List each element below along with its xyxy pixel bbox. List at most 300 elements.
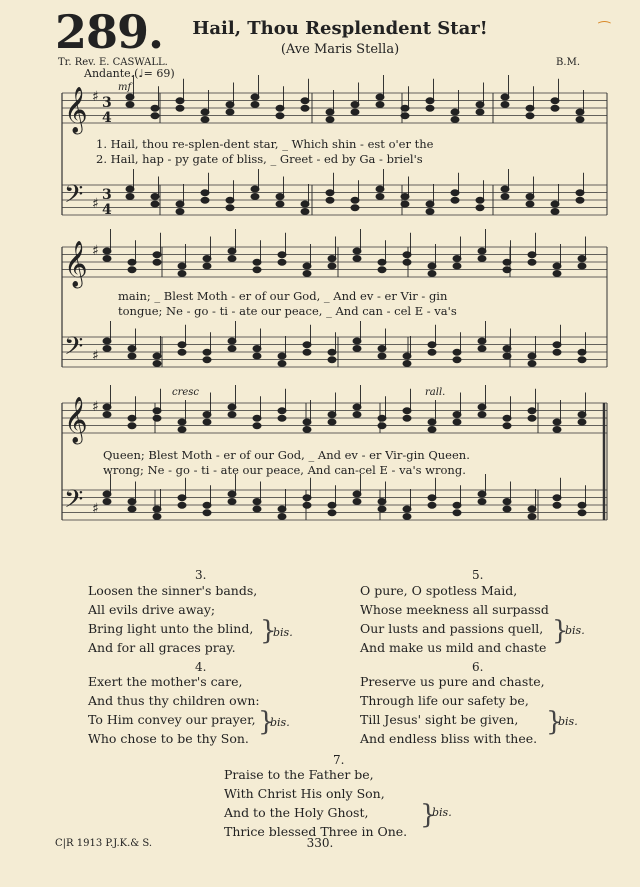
note-head xyxy=(428,349,436,355)
verse-line: All evils drive away; xyxy=(88,602,216,617)
note-head xyxy=(353,256,361,262)
note-head xyxy=(228,499,236,505)
note-head xyxy=(326,190,334,196)
note-head xyxy=(178,263,186,269)
verse-4 xyxy=(88,672,260,748)
note-head xyxy=(328,412,336,418)
note-head xyxy=(103,404,111,410)
note-head xyxy=(326,109,334,115)
note-head xyxy=(278,514,286,520)
note-head xyxy=(328,349,336,355)
note-head xyxy=(151,113,159,119)
verse-6 xyxy=(360,672,545,748)
note-head xyxy=(328,357,336,363)
note-head xyxy=(503,423,511,429)
note-head xyxy=(528,408,536,414)
note-head xyxy=(478,256,486,262)
note-head xyxy=(228,248,236,254)
note-head xyxy=(253,353,261,359)
note-head xyxy=(203,357,211,363)
note-head xyxy=(253,423,261,429)
note-head xyxy=(128,353,136,359)
note-head xyxy=(176,201,184,207)
note-head xyxy=(376,194,384,200)
note-head xyxy=(378,499,386,505)
note-head xyxy=(528,353,536,359)
verse-line: Whose meekness all surpassd xyxy=(360,602,549,617)
note-head xyxy=(426,98,434,104)
note-head xyxy=(128,346,136,352)
note-head xyxy=(551,209,559,215)
note-head xyxy=(203,419,211,425)
note-head xyxy=(201,190,209,196)
note-head xyxy=(578,502,586,508)
bass-clef-icon: 𝄢 xyxy=(64,485,84,520)
note-head xyxy=(528,361,536,367)
note-head xyxy=(128,267,136,273)
note-head xyxy=(428,427,436,433)
note-head xyxy=(528,506,536,512)
note-head xyxy=(226,205,234,211)
key-signature-sharp-icon: ♯ xyxy=(92,243,99,259)
verse-line: Through life our safety be, xyxy=(360,693,529,708)
note-head xyxy=(278,408,286,414)
note-head xyxy=(453,510,461,516)
note-head xyxy=(228,346,236,352)
note-head xyxy=(451,109,459,115)
note-head xyxy=(128,423,136,429)
note-head xyxy=(228,412,236,418)
note-head xyxy=(328,256,336,262)
note-head xyxy=(301,98,309,104)
note-head xyxy=(153,361,161,367)
note-head xyxy=(351,102,359,108)
brace-icon: } xyxy=(258,707,275,737)
note-head xyxy=(451,190,459,196)
note-head xyxy=(528,514,536,520)
note-head xyxy=(428,342,436,348)
note-head xyxy=(301,105,309,111)
note-head xyxy=(303,419,311,425)
note-head xyxy=(253,415,261,421)
note-head xyxy=(578,412,586,418)
note-head xyxy=(303,427,311,433)
note-head xyxy=(226,109,234,115)
brace-icon: } xyxy=(546,707,563,737)
note-head xyxy=(553,427,561,433)
note-head xyxy=(128,259,136,265)
verse-line: And make us mild and chaste xyxy=(360,640,547,655)
verse-3 xyxy=(88,581,257,657)
note-head xyxy=(128,506,136,512)
note-head xyxy=(528,415,536,421)
note-head xyxy=(501,94,509,100)
verse-line: Preserve us pure and chaste, xyxy=(360,674,545,689)
treble-clef-icon: 𝄞 xyxy=(64,87,88,133)
note-head xyxy=(378,259,386,265)
note-head xyxy=(326,197,334,203)
note-head xyxy=(328,510,336,516)
verse-line: O pure, O spotless Maid, xyxy=(360,583,518,598)
note-head xyxy=(503,267,511,273)
note-head xyxy=(576,117,584,123)
note-head xyxy=(428,502,436,508)
key-signature-sharp-icon: ♯ xyxy=(92,501,99,517)
note-head xyxy=(253,259,261,265)
note-head xyxy=(501,194,509,200)
note-head xyxy=(303,342,311,348)
verse-line: To Him convey our prayer, xyxy=(88,712,256,727)
note-head xyxy=(478,499,486,505)
note-head xyxy=(476,102,484,108)
time-signature-bottom: 4 xyxy=(102,202,112,218)
note-head xyxy=(178,427,186,433)
note-head xyxy=(353,338,361,344)
note-head xyxy=(226,197,234,203)
note-head xyxy=(453,419,461,425)
note-head xyxy=(176,98,184,104)
note-head xyxy=(126,194,134,200)
note-head xyxy=(353,412,361,418)
brace-icon: } xyxy=(552,616,569,646)
note-head xyxy=(453,263,461,269)
note-head xyxy=(351,109,359,115)
translator-credit: Tr. Rev. E. CASWALL. xyxy=(58,57,168,68)
note-head xyxy=(128,415,136,421)
note-head xyxy=(478,412,486,418)
lyric-system2-verse1: main; _ Blest Moth - er of our God, _ And ev - er Vir - gin xyxy=(118,289,448,303)
corner-mark-icon: ⁀ xyxy=(598,22,610,38)
note-head xyxy=(553,271,561,277)
note-head xyxy=(428,419,436,425)
note-head xyxy=(553,502,561,508)
note-head xyxy=(203,502,211,508)
note-head xyxy=(401,113,409,119)
dynamic-rall: rall. xyxy=(425,387,446,398)
note-head xyxy=(103,346,111,352)
note-head xyxy=(426,201,434,207)
note-head xyxy=(426,209,434,215)
note-head xyxy=(176,209,184,215)
note-head xyxy=(553,349,561,355)
note-head xyxy=(178,495,186,501)
treble-clef-icon: 𝄞 xyxy=(64,397,88,443)
note-head xyxy=(378,506,386,512)
tempo-value: = 69) xyxy=(143,67,175,80)
note-head xyxy=(478,346,486,352)
note-head xyxy=(401,194,409,200)
copyright-line: C|R 1913 P.J.K.& S. xyxy=(55,838,153,849)
note-head xyxy=(578,263,586,269)
note-head xyxy=(153,514,161,520)
note-head xyxy=(201,109,209,115)
note-head xyxy=(303,349,311,355)
note-head xyxy=(251,102,259,108)
note-head xyxy=(278,353,286,359)
note-head xyxy=(503,506,511,512)
verse-3-number: 3. xyxy=(195,568,207,582)
note-head xyxy=(551,201,559,207)
note-head xyxy=(351,197,359,203)
note-head xyxy=(203,510,211,516)
note-head xyxy=(328,502,336,508)
note-head xyxy=(126,102,134,108)
note-head xyxy=(376,102,384,108)
verse-line: Loosen the sinner's bands, xyxy=(88,583,258,598)
note-head xyxy=(203,263,211,269)
note-head xyxy=(253,267,261,273)
dynamic-mf: mf xyxy=(118,82,132,93)
note-head xyxy=(103,256,111,262)
lyric-system2-verse2: tongue; Ne - go - ti - ate our peace, _ And can - cel E - va's xyxy=(118,304,457,318)
note-head xyxy=(553,263,561,269)
note-head xyxy=(103,248,111,254)
note-head xyxy=(226,102,234,108)
note-head xyxy=(578,349,586,355)
note-head xyxy=(303,495,311,501)
dynamic-cresc: cresc xyxy=(172,387,200,398)
note-head xyxy=(378,346,386,352)
note-head xyxy=(201,117,209,123)
note-head xyxy=(453,357,461,363)
note-head xyxy=(378,415,386,421)
note-head xyxy=(153,506,161,512)
note-head xyxy=(551,98,559,104)
note-head xyxy=(378,353,386,359)
note-head xyxy=(528,259,536,265)
note-head xyxy=(376,186,384,192)
note-head xyxy=(478,248,486,254)
note-head xyxy=(451,117,459,123)
note-head xyxy=(278,415,286,421)
note-head xyxy=(476,205,484,211)
note-head xyxy=(353,248,361,254)
note-head xyxy=(478,338,486,344)
hymn-number: 289. xyxy=(55,5,164,59)
note-head xyxy=(228,256,236,262)
note-head xyxy=(276,105,284,111)
note-head xyxy=(403,252,411,258)
note-head xyxy=(276,194,284,200)
note-head xyxy=(578,357,586,363)
key-signature-sharp-icon: ♯ xyxy=(92,399,99,415)
note-head xyxy=(526,201,534,207)
note-head xyxy=(353,346,361,352)
note-head xyxy=(476,109,484,115)
page-number: 330. xyxy=(306,836,334,850)
note-head xyxy=(351,205,359,211)
time-signature-top: 3 xyxy=(102,95,112,111)
note-head xyxy=(376,94,384,100)
time-signature-top: 3 xyxy=(102,187,112,203)
note-head xyxy=(403,353,411,359)
note-head xyxy=(478,404,486,410)
note-head xyxy=(276,113,284,119)
note-head xyxy=(278,361,286,367)
verse-line: And endless bliss with thee. xyxy=(360,731,538,746)
hymn-subtitle: (Ave Maris Stella) xyxy=(280,42,400,57)
lyric-system1-verse2: 2. Hail, hap - py gate of bliss, _ Greet - ed by Ga - briel's xyxy=(96,152,423,166)
note-head xyxy=(426,105,434,111)
note-head xyxy=(503,259,511,265)
note-head xyxy=(153,259,161,265)
note-head xyxy=(328,419,336,425)
note-head xyxy=(103,412,111,418)
note-head xyxy=(103,338,111,344)
note-head xyxy=(578,510,586,516)
note-head xyxy=(403,259,411,265)
note-head xyxy=(103,491,111,497)
bis-label: bis. xyxy=(432,806,452,819)
verse-line: And thus thy children own: xyxy=(88,693,260,708)
note-head xyxy=(553,495,561,501)
note-head xyxy=(153,353,161,359)
note-head xyxy=(428,263,436,269)
brace-icon: } xyxy=(420,800,437,830)
note-head xyxy=(453,412,461,418)
lyric-system1-verse1: 1. Hail, thou re-splen-dent star, _ Which shin - est o'er the xyxy=(96,137,434,151)
note-head xyxy=(326,117,334,123)
time-signature-bottom: 4 xyxy=(102,110,112,126)
note-head xyxy=(253,506,261,512)
verse-4-number: 4. xyxy=(195,660,207,674)
brace-icon: } xyxy=(260,616,277,646)
note-head xyxy=(526,105,534,111)
note-head xyxy=(403,415,411,421)
hymn-title: Hail, Thou Resplendent Star! xyxy=(192,18,488,39)
quarter-note-icon: ♩ xyxy=(138,67,144,80)
bis-label: bis. xyxy=(565,624,585,637)
verse-6-number: 6. xyxy=(472,660,484,674)
note-head xyxy=(178,342,186,348)
note-head xyxy=(528,252,536,258)
note-head xyxy=(251,194,259,200)
note-head xyxy=(203,412,211,418)
bis-label: bis. xyxy=(273,626,293,639)
note-head xyxy=(451,197,459,203)
verse-5 xyxy=(360,581,549,657)
note-head xyxy=(251,94,259,100)
note-head xyxy=(401,105,409,111)
note-head xyxy=(153,415,161,421)
note-head xyxy=(178,502,186,508)
tempo-label: Andante.( xyxy=(84,67,139,80)
note-head xyxy=(278,259,286,265)
note-head xyxy=(526,194,534,200)
note-head xyxy=(253,346,261,352)
verse-line: Thrice blessed Three in One. xyxy=(224,824,408,839)
note-head xyxy=(303,271,311,277)
key-signature-sharp-icon: ♯ xyxy=(92,89,99,105)
note-head xyxy=(403,408,411,414)
verse-line: Who chose to be thy Son. xyxy=(88,731,249,746)
bass-clef-icon: 𝄢 xyxy=(64,332,84,367)
note-head xyxy=(276,201,284,207)
bis-label: bis. xyxy=(270,716,290,729)
note-head xyxy=(178,419,186,425)
note-head xyxy=(501,102,509,108)
composer-credit: B.M. xyxy=(556,57,580,68)
verse-5-number: 5. xyxy=(472,568,484,582)
note-head xyxy=(428,271,436,277)
note-head xyxy=(278,506,286,512)
note-head xyxy=(301,201,309,207)
note-head xyxy=(128,499,136,505)
key-signature-sharp-icon: ♯ xyxy=(92,348,99,364)
note-head xyxy=(503,499,511,505)
key-signature-sharp-icon: ♯ xyxy=(92,196,99,212)
note-head xyxy=(428,495,436,501)
note-head xyxy=(553,419,561,425)
note-head xyxy=(153,252,161,258)
lyric-system3-verse1: Queen; Blest Moth - er of our God, _ And ev - er Vir-gin Queen. xyxy=(103,448,470,462)
note-head xyxy=(501,186,509,192)
note-head xyxy=(453,349,461,355)
note-head xyxy=(178,349,186,355)
verse-line: And to the Holy Ghost, xyxy=(224,805,369,820)
note-head xyxy=(251,186,259,192)
note-head xyxy=(353,499,361,505)
verse-line: With Christ His only Son, xyxy=(224,786,385,801)
note-head xyxy=(403,514,411,520)
note-head xyxy=(576,197,584,203)
note-head xyxy=(151,201,159,207)
note-head xyxy=(503,353,511,359)
note-head xyxy=(403,361,411,367)
note-head xyxy=(576,109,584,115)
note-head xyxy=(203,349,211,355)
note-head xyxy=(228,404,236,410)
note-head xyxy=(526,113,534,119)
note-head xyxy=(328,263,336,269)
note-head xyxy=(478,491,486,497)
note-head xyxy=(301,209,309,215)
verse-line: And for all graces pray. xyxy=(88,640,236,655)
note-head xyxy=(126,94,134,100)
note-head xyxy=(453,256,461,262)
note-head xyxy=(253,499,261,505)
verse-line: Exert the mother's care, xyxy=(88,674,243,689)
note-head xyxy=(151,105,159,111)
note-head xyxy=(378,423,386,429)
verse-line: Till Jesus' sight be given, xyxy=(360,712,519,727)
note-head xyxy=(378,267,386,273)
note-head xyxy=(353,404,361,410)
note-head xyxy=(503,346,511,352)
note-head xyxy=(551,105,559,111)
note-head xyxy=(153,408,161,414)
note-head xyxy=(576,190,584,196)
note-head xyxy=(103,499,111,505)
note-head xyxy=(578,256,586,262)
verse-line: Praise to the Father be, xyxy=(224,767,374,782)
note-head xyxy=(201,197,209,203)
note-head xyxy=(228,338,236,344)
note-head xyxy=(553,342,561,348)
note-head xyxy=(176,105,184,111)
note-head xyxy=(151,194,159,200)
lyric-system3-verse2: wrong; Ne - go - ti - ate our peace, And can-cel E - va's wrong. xyxy=(103,463,466,477)
verse-line: Our lusts and passions quell, xyxy=(360,621,544,636)
note-head xyxy=(503,415,511,421)
note-head xyxy=(228,491,236,497)
note-head xyxy=(453,502,461,508)
verse-line: Bring light unto the blind, xyxy=(88,621,254,636)
note-head xyxy=(278,252,286,258)
verse-7 xyxy=(224,765,407,841)
note-head xyxy=(578,419,586,425)
note-head xyxy=(403,506,411,512)
